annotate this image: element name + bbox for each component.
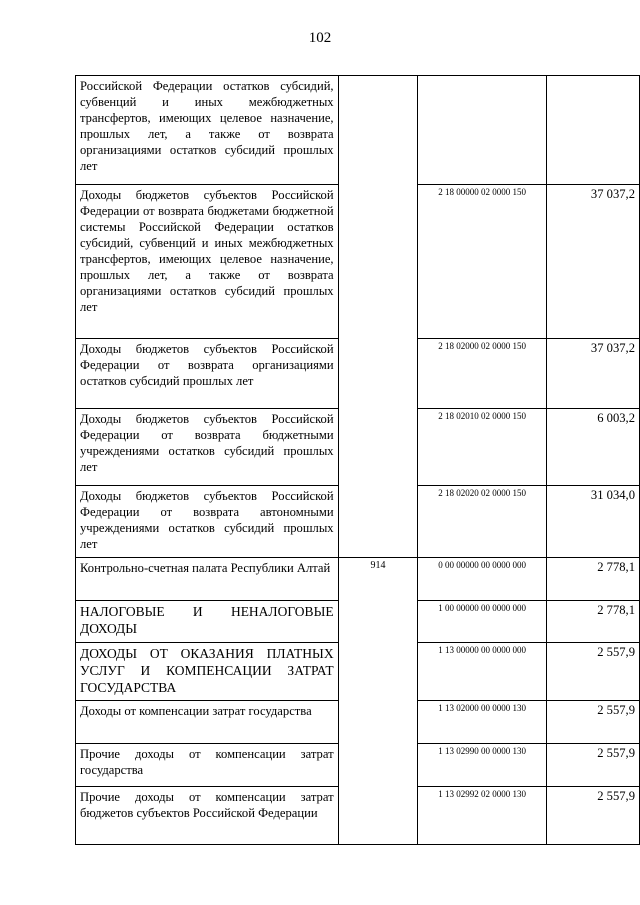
table-row: [76, 744, 640, 787]
admin-code: [338, 76, 418, 185]
admin-code: [338, 643, 418, 701]
revenue-name: Доходы от компенсации затрат государства: [76, 701, 339, 744]
admin-code: [338, 409, 418, 486]
revenue-name: Прочие доходы от компенсации затрат государства: [76, 744, 339, 787]
revenue-name: Доходы бюджетов субъектов Российской Федерации от возврата автономными учреждениями остатков субсидий прошлых лет: [76, 486, 339, 558]
table-row: [76, 339, 640, 409]
classification-code: 1 00 00000 00 0000 000: [418, 601, 547, 643]
table-row: [76, 643, 640, 701]
amount: 37 037,2: [546, 185, 639, 339]
classification-code: 0 00 00000 00 0000 000: [418, 558, 547, 601]
admin-code: [338, 339, 418, 409]
table-row: [76, 701, 640, 744]
table-row: [76, 558, 640, 601]
revenue-table: [75, 75, 640, 845]
classification-code: 1 13 00000 00 0000 000: [418, 643, 547, 701]
classification-code: 2 18 02000 02 0000 150: [418, 339, 547, 409]
table-row: [76, 76, 640, 185]
amount: 2 557,9: [546, 643, 639, 701]
amount: 2 778,1: [546, 601, 639, 643]
amount: 2 778,1: [546, 558, 639, 601]
classification-code: [418, 76, 547, 185]
classification-code: 1 13 02992 02 0000 130: [418, 787, 547, 845]
classification-code: 1 13 02000 00 0000 130: [418, 701, 547, 744]
admin-code: [338, 185, 418, 339]
amount: [546, 76, 639, 185]
revenue-name: НАЛОГОВЫЕ И НЕНАЛОГОВЫЕ ДОХОДЫ: [76, 601, 339, 643]
revenue-name: ДОХОДЫ ОТ ОКАЗАНИЯ ПЛАТНЫХ УСЛУГ И КОМПЕНСАЦИИ ЗАТРАТ ГОСУДАРСТВА: [76, 643, 339, 701]
revenue-name: Доходы бюджетов субъектов Российской Федерации от возврата бюджетными учреждениями остатков субсидий прошлых лет: [76, 409, 339, 486]
admin-code: [338, 787, 418, 845]
amount: 2 557,9: [546, 787, 639, 845]
table-row: [76, 601, 640, 643]
amount: 2 557,9: [546, 701, 639, 744]
admin-code: [338, 744, 418, 787]
amount: 6 003,2: [546, 409, 639, 486]
classification-code: 2 18 02020 02 0000 150: [418, 486, 547, 558]
admin-code: [338, 486, 418, 558]
admin-code: [338, 701, 418, 744]
revenue-name: Прочие доходы от компенсации затрат бюджетов субъектов Российской Федерации: [76, 787, 339, 845]
classification-code: 2 18 00000 02 0000 150: [418, 185, 547, 339]
revenue-name: Доходы бюджетов субъектов Российской Федерации от возврата организациями остатков субсидий прошлых лет: [76, 339, 339, 409]
admin-code: [338, 601, 418, 643]
table-row: [76, 409, 640, 486]
amount: 2 557,9: [546, 744, 639, 787]
table-row: [76, 486, 640, 558]
revenue-name: Контрольно-счетная палата Республики Алтай: [76, 558, 339, 601]
page-number: 102: [308, 30, 332, 46]
revenue-name: Доходы бюджетов субъектов Российской Федерации от возврата бюджетами бюджетной системы Российской Федерации остатков субсидий, субвенций и иных межбюджетных трансфертов, имеющих целевое назначение, прошлых лет, а также от возврата организациями остатков субсидий прошлых лет: [76, 185, 339, 339]
amount: 31 034,0: [546, 486, 639, 558]
amount: 37 037,2: [546, 339, 639, 409]
table-row: [76, 787, 640, 845]
table-row: [76, 185, 640, 339]
admin-code: 914: [338, 558, 418, 601]
classification-code: 2 18 02010 02 0000 150: [418, 409, 547, 486]
classification-code: 1 13 02990 00 0000 130: [418, 744, 547, 787]
revenue-name: Российской Федерации остатков субсидий, субвенций и иных межбюджетных трансфертов, имеющих целевое назначение, прошлых лет, а также от возврата организациями остатков субсидий прошлых лет: [76, 76, 339, 185]
